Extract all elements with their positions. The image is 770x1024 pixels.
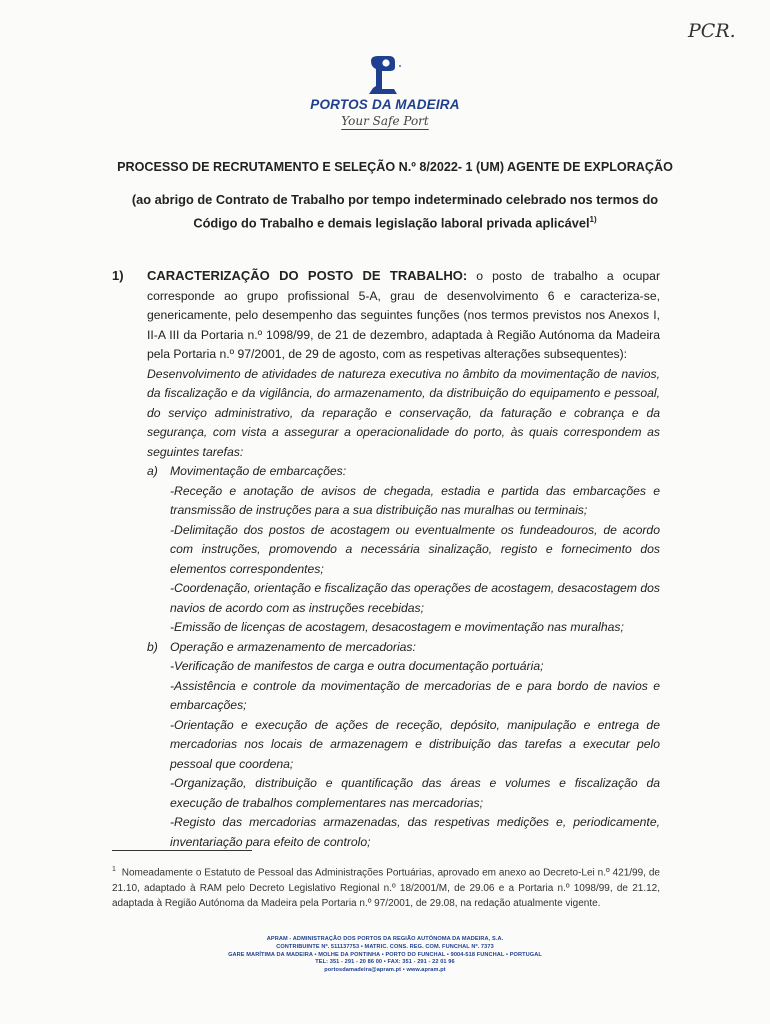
task-item: -Organização, distribuição e quantificação das áreas e volumes e fiscalização da execução de trabalhos complementares nas mercadorias; (170, 776, 660, 810)
task-group-title: Movimentação de embarcações: (170, 464, 347, 478)
section-number: 1) (112, 268, 124, 283)
task-item: -Receção e anotação de avisos de chegada, estadia e partida das embarcações e transmissão de instruções para a sua distribuição nas muralhas ou terminais; (170, 483, 660, 517)
task-group-title: Operação e armazenamento de mercadorias: (170, 639, 416, 654)
document-subtitle (110, 190, 680, 233)
footnote-reference: 1) (589, 215, 597, 224)
footer-company: APRAM - ADMINISTRAÇÃO DOS PORTOS DA REGIÃO AUTÓNOMA DA MADEIRA, S.A. (266, 936, 504, 942)
task-item: -Verificação de manifestos de carga e outra documentação portuária; (170, 659, 544, 673)
section-1 (112, 266, 660, 852)
document-body (112, 266, 660, 852)
bollard-icon (365, 55, 405, 95)
task-group-b (147, 638, 660, 853)
brand-slogan: Your Safe Port (341, 114, 429, 128)
footer-contacts: portosdamadeira@apram.pt • www.apram.pt (324, 967, 446, 974)
task-group-a (147, 462, 660, 638)
handwritten-initials: PCR. (688, 20, 736, 42)
section-description: Desenvolvimento de atividades de natureza executiva no âmbito da movimentação de navios, da fiscalização e da vigilância, do armazenamento, da distribuição do equipamento e pessoal, do serviço administrativo, da reparação e conservação, da faturação e cobrança e da segurança, com vista a assegurar a operacionalidade do porto, às quais correspondem as seguintes tarefas: (147, 366, 660, 459)
footer-phone: TEL: 351 - 291 - 20 86 00 • FAX: 351 - 291 - 22 01 96 (315, 959, 455, 966)
page-footer (150, 936, 620, 975)
portos-da-madeira-logo (300, 55, 470, 128)
footnote (112, 862, 660, 911)
footnote-text: Nomeadamente o Estatuto de Pessoal das Administrações Portuárias, aprovado em anexo ao Decreto-Lei n.º 421/99, de 21.10, adaptado à RAM pelo Decreto Legislativo Regional n.º 18/2001/M, de 29.06 e a Portaria n.º 1098/99, de 21.12, adaptada à Região Autónoma da Madeira pela Portaria n.º 97/2001, de 29.08, na redação atualmente vigente. (112, 867, 660, 909)
task-item: -Emissão de licenças de acostagem, desacostagem e movimentação nas muralhas; (170, 620, 624, 634)
footer-address: GARE MARÍTIMA DA MADEIRA • MOLHE DA PONTINHA • PORTO DO FUNCHAL • 9004-518 FUNCHAL • PORTUGAL (228, 951, 542, 958)
document-title: PROCESSO DE RECRUTAMENTO E SELEÇÃO N.º 8/2022- 1 (UM) AGENTE DE EXPLORAÇÃO (117, 160, 673, 174)
subtitle-line-1: (ao abrigo de Contrato de Trabalho por tempo indeterminado celebrado nos termos do (131, 192, 659, 207)
task-group-letter: b) (147, 639, 158, 654)
task-item: -Orientação e execução de ações de receção, depósito, manipulação e entrega de mercadorias nos locais de armazenagem e distribuição das tarefas a executar pelo pessoal que coordena; (170, 717, 660, 771)
footnote-marker: 1 (112, 866, 116, 873)
task-item: -Assistência e controle da movimentação de mercadorias de e para bordo de navios e embarcações; (170, 678, 660, 712)
section-intro (147, 266, 660, 365)
subtitle-line-2: Código do Trabalho e demais legislação laboral privada aplicável (193, 215, 590, 231)
footer-registration: CONTRIBUINTE Nº. 511137753 • MATRIC. CONS. REG. COM. FUNCHAL Nº. 7373 (276, 943, 494, 950)
footnote-divider (112, 850, 252, 851)
section-heading: CARACTERIZAÇÃO DO POSTO DE TRABALHO: (147, 268, 468, 283)
task-item: -Delimitação dos postos de acostagem ou eventualmente os fundeadouros, de acordo com instruções, promovendo a necessária sinalização, registo e fornecimento dos elementos correspondentes; (170, 522, 660, 576)
task-list (147, 462, 660, 852)
task-item: -Registo das mercadorias armazenadas, das respetivas medições e, periodicamente, inventariação para efeito de controlo; (170, 815, 660, 849)
section-intro-text: o posto de trabalho a ocupar corresponde ao grupo profissional 5-A, grau de desenvolvimento 6 e caracteriza-se, genericamente, pelo desempenho das seguintes funções (nos termos previstos nos Anexos I, II-A III da Portaria n.º 1098/99, de 21 de dezembro, adaptada à Região Autónoma da Madeira pela Portaria n.º 97/2001, de 29 de agosto, com as respetivas alterações subsequentes): (147, 269, 661, 361)
task-group-letter: a) (147, 464, 158, 478)
task-item: -Coordenação, orientação e fiscalização das operações de acostagem, desacostagem dos navios de acordo com as instruções recebidas; (170, 581, 660, 615)
brand-name: PORTOS DA MADEIRA (310, 97, 460, 112)
